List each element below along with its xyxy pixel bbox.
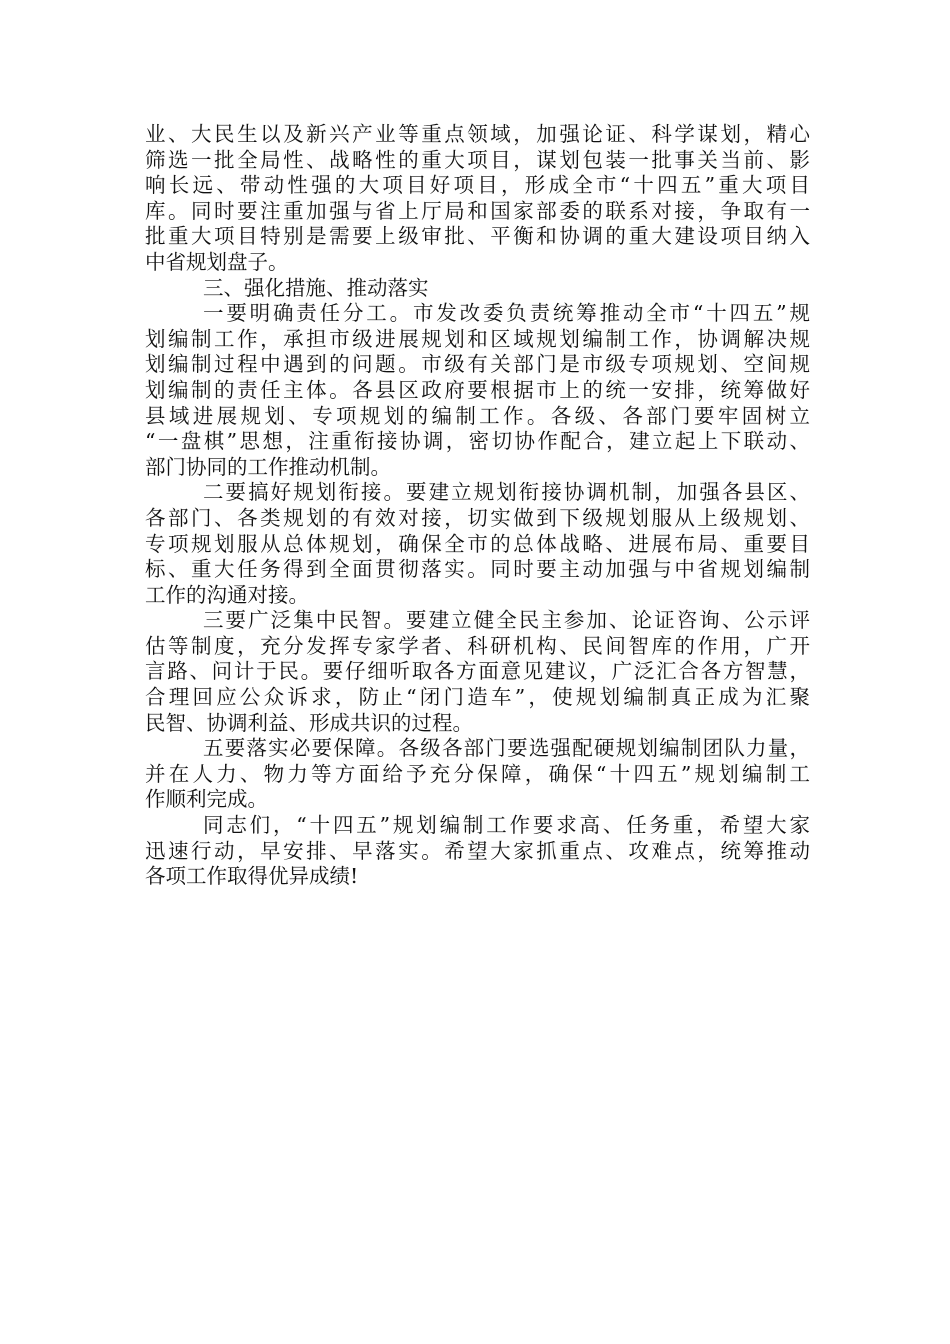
paragraph [145, 276, 810, 302]
text-line: 部门协同的工作推动机制。 [145, 454, 391, 479]
text-line: 估等制度，充分发挥专家学者、科研机构、民间智库的作用，广开 [145, 633, 810, 658]
text-line: 三、强化措施、推动落实 [203, 275, 429, 300]
paragraph [145, 736, 810, 813]
text-line: 划编制过程中遇到的问题。市级有关部门是市级专项规划、空间规 [145, 352, 810, 377]
text-line: 响长远、带动性强的大项目好项目，形成全市“十四五”重大项目 [145, 173, 810, 198]
text-line: 标、重大任务得到全面贯彻落实。同时要主动加强与中省规划编制 [145, 557, 810, 582]
paragraph [145, 813, 810, 890]
text-line: 同志们，“十四五”规划编制工作要求高、任务重，希望大家 [203, 813, 810, 838]
paragraph [145, 608, 810, 736]
text-line: 三要广泛集中民智。要建立健全民主参加、论证咨询、公示评 [203, 608, 810, 633]
text-line: 划编制工作，承担市级进展规划和区域规划编制工作，协调解决规 [145, 326, 810, 351]
text-line: 民智、协调利益、形成共识的过程。 [145, 710, 473, 735]
text-line: 言路、问计于民。要仔细听取各方面意见建议，广泛汇合各方智慧， [145, 659, 810, 684]
text-line: 各项工作取得优异成绩! [145, 864, 359, 889]
text-line: 合理回应公众诉求，防止“闭门造车”，使规划编制真正成为汇聚 [145, 685, 810, 710]
text-line: 二要搞好规划衔接。要建立规划衔接协调机制，加强各县区、 [203, 480, 810, 505]
paragraph [145, 301, 810, 480]
text-line: 筛选一批全局性、战略性的重大项目，谋划包装一批事关当前、影 [145, 147, 810, 172]
text-line: 批重大项目特别是需要上级审批、平衡和协调的重大建设项目纳入 [145, 224, 810, 249]
text-line: 库。同时要注重加强与省上厅局和国家部委的联系对接，争取有一 [145, 198, 810, 223]
text-line: 各部门、各类规划的有效对接，切实做到下级规划服从上级规划、 [145, 505, 810, 530]
paragraph [145, 480, 810, 608]
text-line: 工作的沟通对接。 [145, 582, 309, 607]
paragraph [145, 122, 810, 276]
text-line: “一盘棋”思想，注重衔接协调，密切协作配合，建立起上下联动、 [145, 429, 810, 454]
text-line: 五要落实必要保障。各级各部门要选强配硬规划编制团队力量， [203, 736, 810, 761]
text-line: 业、大民生以及新兴产业等重点领域，加强论证、科学谋划，精心 [145, 122, 810, 146]
document-body [145, 122, 810, 890]
text-line: 一要明确责任分工。市发改委负责统筹推动全市“十四五”规 [203, 301, 810, 326]
text-line: 划编制的责任主体。各县区政府要根据市上的统一安排，统筹做好 [145, 377, 810, 402]
text-line: 作顺利完成。 [145, 787, 268, 812]
text-line: 迅速行动，早安排、早落实。希望大家抓重点、攻难点，统筹推动 [145, 838, 810, 863]
text-line: 专项规划服从总体规划，确保全市的总体战略、进展布局、重要目 [145, 531, 810, 556]
text-line: 中省规划盘子。 [145, 249, 289, 274]
text-line: 并在人力、物力等方面给予充分保障，确保“十四五”规划编制工 [145, 761, 810, 786]
text-line: 县域进展规划、专项规划的编制工作。各级、各部门要牢固树立 [145, 403, 810, 428]
